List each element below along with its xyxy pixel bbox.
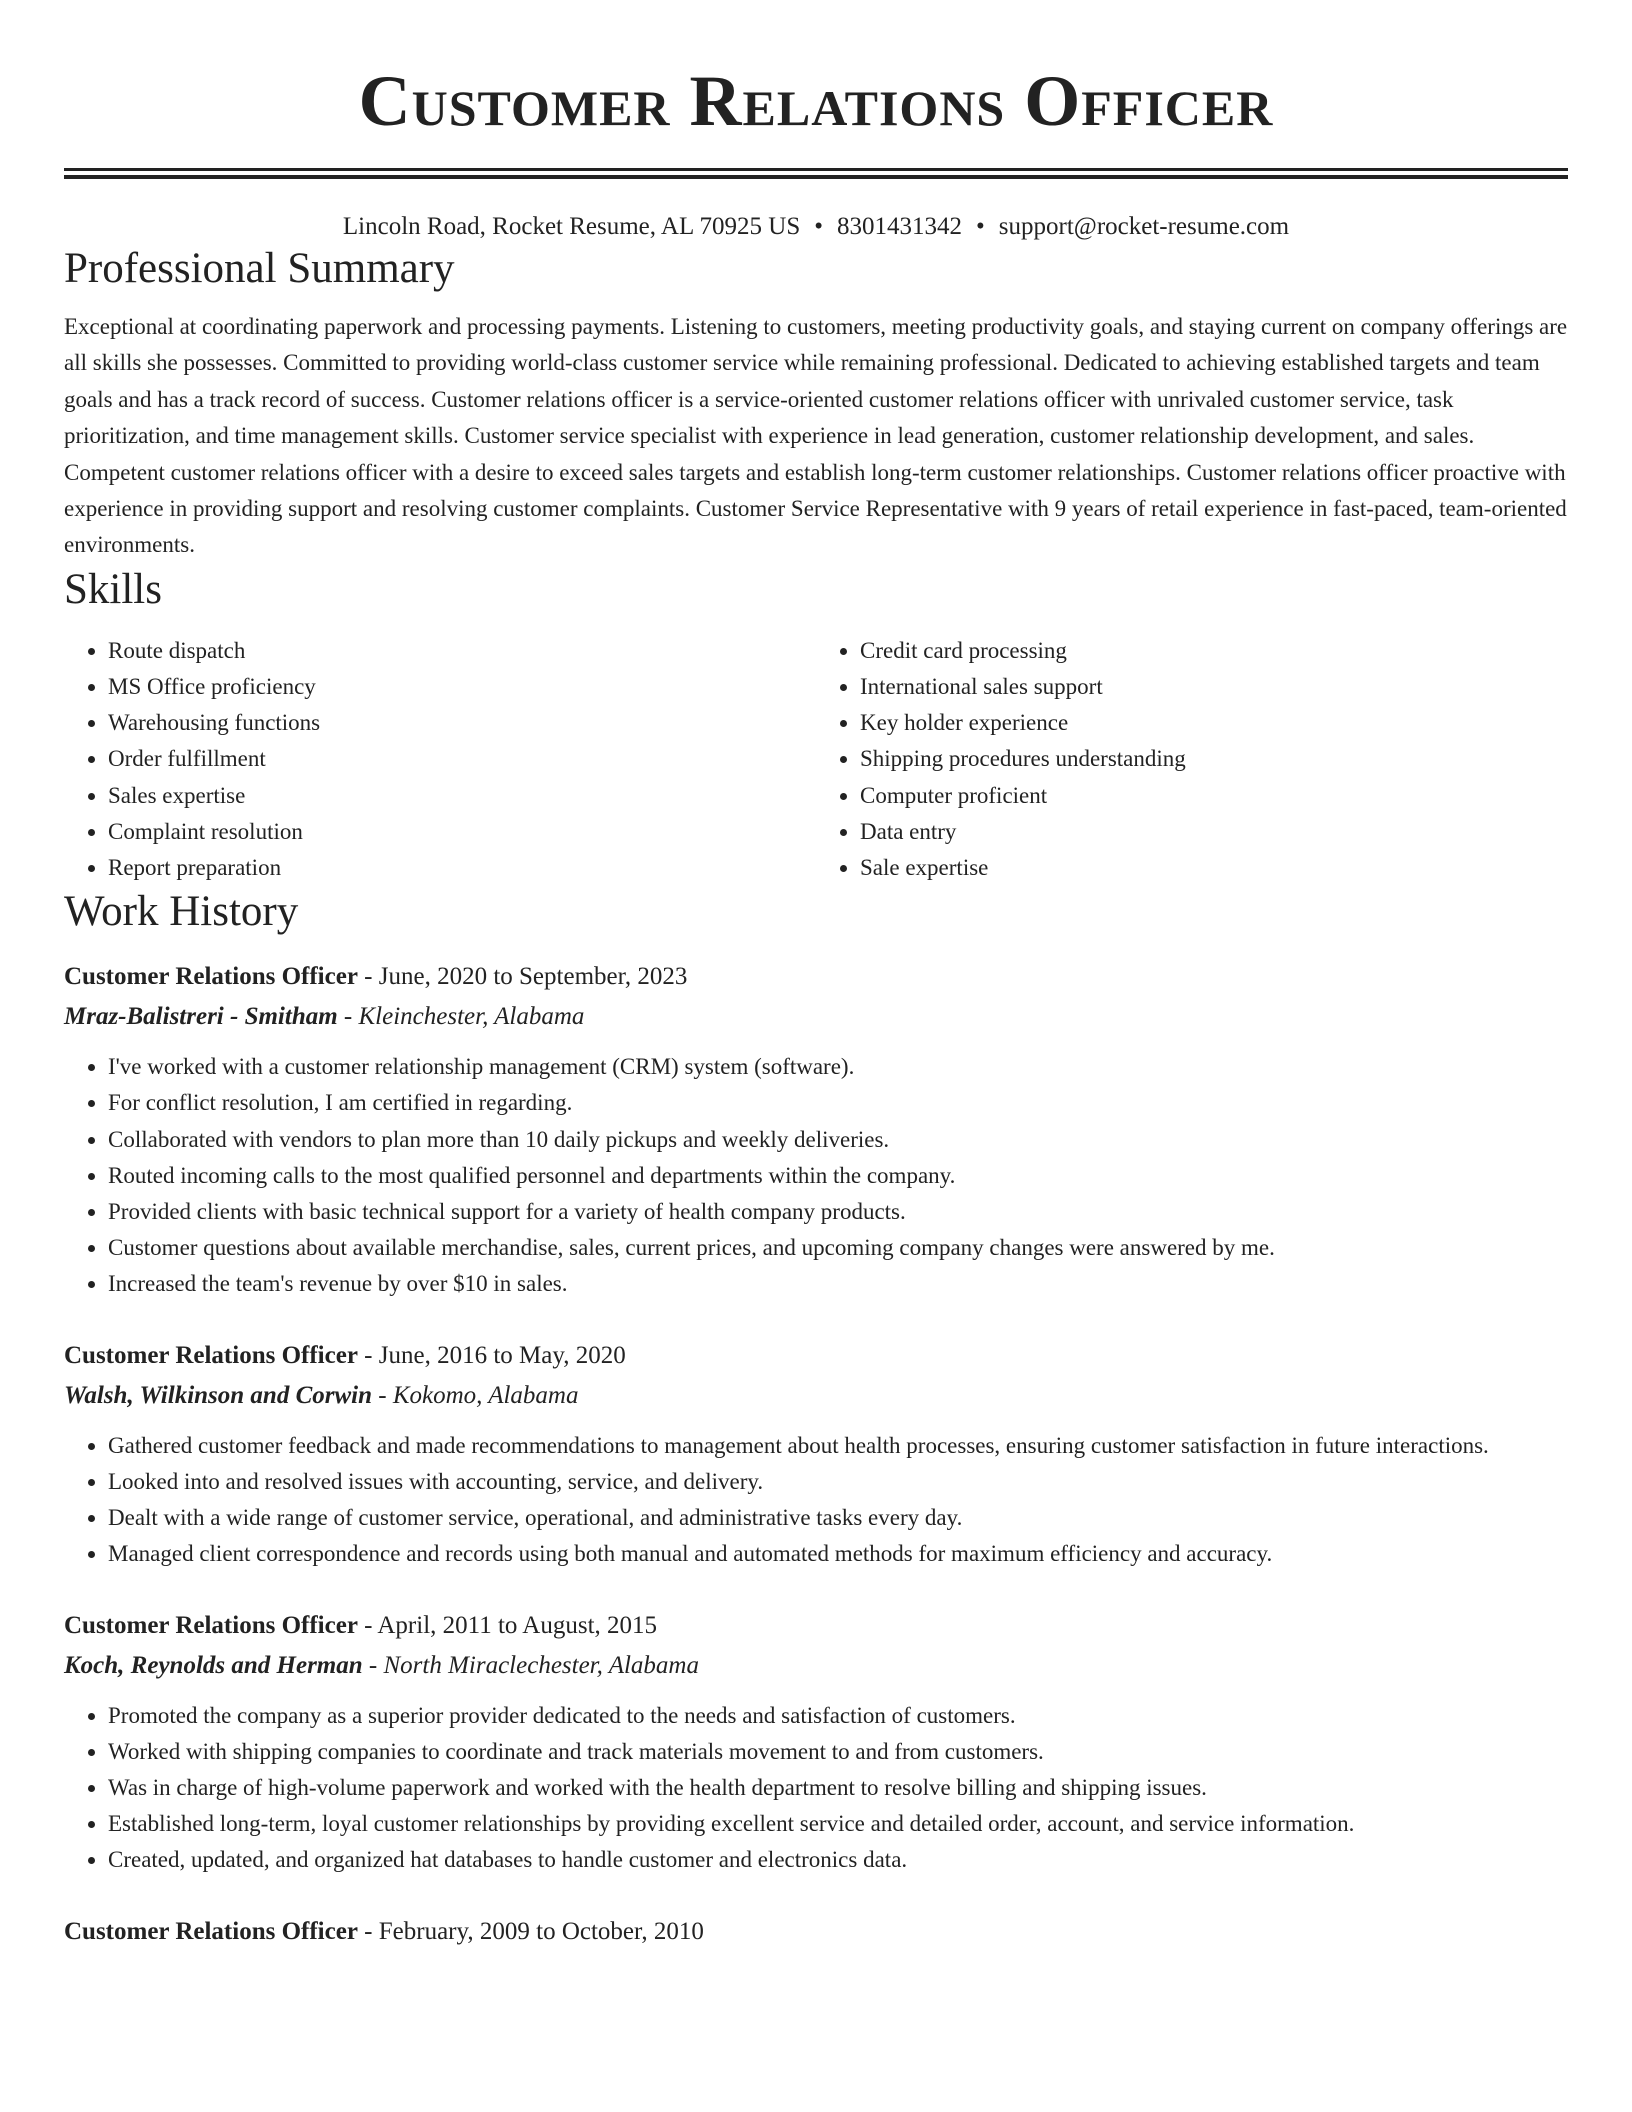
resume-page (64, 0, 1568, 1952)
job-bullets (64, 1428, 1568, 1573)
work-history-heading: Work History (64, 888, 299, 936)
job-location: Kokomo, Alabama (392, 1381, 579, 1409)
job-title-line: Customer Relations Officer - February, 2009 to October, 2010 (64, 1917, 704, 1945)
job-bullet: • Collaborated with vendors to plan more than 10 daily pickups and weekly deliveries. (108, 1122, 1568, 1158)
job-dates: June, 2016 to May, 2020 (378, 1341, 626, 1369)
skill-item: • Order fulfillment (108, 741, 816, 777)
skill-item: • Computer proficient (860, 778, 1568, 814)
skills-column-right (816, 633, 1568, 886)
job-bullet: • Promoted the company as a superior provider dedicated to the needs and satisfaction of customers. (108, 1698, 1568, 1734)
skill-item: • Data entry (860, 814, 1568, 850)
job-bullet: • For conflict resolution, I am certified in regarding. (108, 1085, 1568, 1121)
job-company: Mraz-Balistreri - Smitham (64, 1003, 338, 1031)
contact-line (64, 211, 1568, 243)
job-bullets (64, 1698, 1568, 1879)
skills-list (64, 633, 1568, 886)
job-title: Customer Relations Officer (64, 963, 358, 991)
job-company: Walsh, Wilkinson and Corwin (64, 1381, 373, 1409)
job-bullet: • Was in charge of high-volume paperwork and worked with the health department to resolve billing and shipping issues. (108, 1770, 1568, 1806)
contact-separator: • (814, 213, 824, 240)
job-company-line: Mraz-Balistreri - Smitham - Kleinchester, Alabama (64, 1003, 585, 1031)
job-entry (64, 1912, 1568, 1952)
job-title: Customer Relations Officer (64, 1341, 358, 1369)
skill-item: • International sales support (860, 669, 1568, 705)
job-bullet: • Increased the team's revenue by over $10 in sales. (108, 1266, 1568, 1302)
job-title: Customer Relations Officer (64, 1917, 358, 1945)
summary-heading: Professional Summary (64, 245, 455, 292)
skill-item: • Report preparation (108, 850, 816, 886)
job-title-line: Customer Relations Officer - April, 2011 to August, 2015 (64, 1611, 658, 1639)
job-bullet: • Established long-term, loyal customer relationships by providing excellent service and detailed order, account, and service information. (108, 1806, 1568, 1842)
skill-item: • Sale expertise (860, 850, 1568, 886)
job-bullet: • Customer questions about available merchandise, sales, current prices, and upcoming company changes were answered by me. (108, 1230, 1568, 1266)
skills-heading: Skills (64, 565, 162, 613)
contact-separator: • (976, 213, 985, 240)
job-bullet: • Managed client correspondence and records using both manual and automated methods for maximum efficiency and accuracy. (108, 1536, 1568, 1572)
job-company: Koch, Reynolds and Herman (64, 1651, 363, 1679)
job-entry (64, 1606, 1568, 1879)
job-bullet: • I've worked with a customer relationship management (CRM) system (software). (108, 1049, 1568, 1085)
skill-item: • Complaint resolution (108, 814, 816, 850)
contact-email: support@rocket-resume.com (998, 213, 1290, 240)
job-bullet: • Created, updated, and organized hat databases to handle customer and electronics data. (108, 1842, 1568, 1878)
skill-item: • Warehousing functions (108, 705, 816, 741)
contact-address: Lincoln Road, Rocket Resume, AL 70925 US (342, 213, 801, 240)
skill-item: • Route dispatch (108, 633, 816, 669)
skill-item: • MS Office proficiency (108, 669, 816, 705)
skill-item: • Key holder experience (860, 705, 1568, 741)
job-bullet: • Gathered customer feedback and made recommendations to management about health processes, ensuring customer satisfaction in future interactions. (108, 1428, 1568, 1464)
job-company-line: Koch, Reynolds and Herman - North Miraclechester, Alabama (64, 1651, 699, 1679)
job-bullets (64, 1049, 1568, 1302)
title-divider (64, 168, 1568, 179)
job-bullet: • Routed incoming calls to the most qualified personnel and departments within the company. (108, 1158, 1568, 1194)
job-title-line: Customer Relations Officer - June, 2020 to September, 2023 (64, 963, 688, 991)
job-bullet: • Looked into and resolved issues with accounting, service, and delivery. (108, 1464, 1568, 1500)
skill-item: • Shipping procedures understanding (860, 741, 1568, 777)
job-entry (64, 1336, 1568, 1573)
skills-column-left (64, 633, 816, 886)
job-location: Kleinchester, Alabama (358, 1003, 585, 1031)
resume-title: Customer Relations Officer (358, 61, 1274, 141)
job-dates: June, 2020 to September, 2023 (378, 963, 688, 991)
job-dates: April, 2011 to August, 2015 (377, 1611, 658, 1639)
contact-phone: 8301431342 (837, 213, 963, 240)
job-dates: February, 2009 to October, 2010 (378, 1917, 704, 1945)
job-bullet: • Worked with shipping companies to coordinate and track materials movement to and from customers. (108, 1734, 1568, 1770)
summary-text: Exceptional at coordinating paperwork and processing payments. Listening to customers, meeting productivity goals, and staying current on company offerings are all skills she possesses. Committed to providing world-class customer service while remaining professional. Dedicated to achieving established targets and team goals and has a track record of success. Customer relations officer is a service-oriented customer relations officer with unrivaled customer service, task prioritization, and time management skills. Customer service specialist with experience in lead generation, customer relationship development, and sales. Competent customer relations officer with a desire to exceed sales targets and establish long-term customer relationships. Customer relations officer proactive with experience in providing support and resolving customer complaints. Customer Service Representative with 9 years of retail experience in fast-paced, team-oriented environments. (64, 314, 1568, 558)
job-title: Customer Relations Officer (64, 1611, 358, 1639)
skill-item: • Credit card processing (860, 633, 1568, 669)
job-location: North Miraclechester, Alabama (383, 1651, 699, 1679)
skill-item: • Sales expertise (108, 778, 816, 814)
job-title-line: Customer Relations Officer - June, 2016 to May, 2020 (64, 1341, 626, 1369)
job-company-line: Walsh, Wilkinson and Corwin - Kokomo, Alabama (64, 1381, 579, 1409)
job-bullet: • Provided clients with basic technical support for a variety of health company products. (108, 1194, 1568, 1230)
job-entry (64, 957, 1568, 1302)
job-bullet: • Dealt with a wide range of customer service, operational, and administrative tasks every day. (108, 1500, 1568, 1536)
